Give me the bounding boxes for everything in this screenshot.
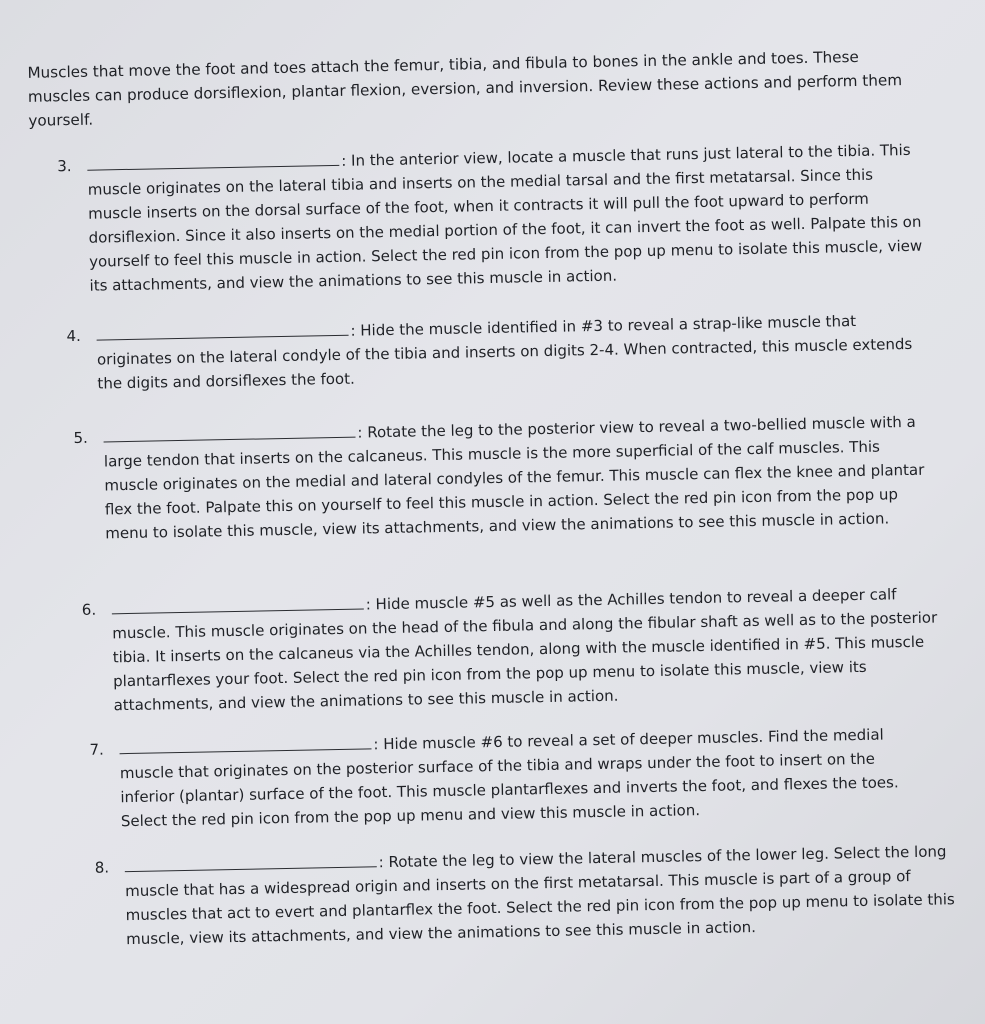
question-4	[66, 308, 915, 396]
question-text: : Rotate the leg to view the lateral muscles of the lower leg. Select the long muscle that has a widespread origin and inserts on the first metatarsal. This muscle is part of a group of muscles that act to evert and plantarflex the foot. Select the red pin icon from the pop up menu to isolate this muscle, view its attachments, and view the animations to see this muscle in action.	[125, 842, 955, 949]
question-3	[57, 138, 926, 298]
intro-paragraph: Muscles that move the foot and toes attach the femur, tibia, and fibula to bones in the ankle and toes. These muscles can produce dorsiflexion, plantar flexion, eversion, and inversion. Review these actions and perform them yourself.	[27, 47, 903, 130]
question-text: : Hide the muscle identified in #3 to reveal a strap-like muscle that originates on the lateral condyle of the tibia and inserts on digits 2-4. When contracted, this muscle extends the digits and dorsiflexes the foot.	[96, 311, 913, 393]
question-text: : Hide muscle #6 to reveal a set of deeper muscles. Find the medial muscle that originates on the posterior surface of the tibia and wraps under the foot to insert on the inferior (plantar) surface of the foot. This muscle plantarflexes and inverts the foot, and flexes the toes. Select the red pin icon from the pop up menu and view this muscle in action.	[119, 725, 899, 831]
question-7	[89, 722, 931, 834]
answer-blank-6[interactable]	[112, 592, 364, 614]
question-number: 8.	[94, 858, 110, 877]
answer-blank-5[interactable]	[103, 421, 355, 443]
question-number: 7.	[89, 740, 104, 759]
question-number: 4.	[66, 326, 82, 346]
answer-blank-4[interactable]	[96, 319, 348, 341]
question-number: 5.	[73, 428, 88, 448]
question-text: : In the anterior view, locate a muscle that runs just lateral to the tibia. This muscle originates on the lateral tibia and inserts on the medial tarsal and the first metatarsal. Since this muscle inserts on the dorsal surface of the foot, when it contracts it will pull the foot upward to perform dorsiflexion. Since it also inserts on the medial portion of the foot, it can invert the foot as well. Palpate this on yourself to feel this muscle in action. Select the red pin icon from the pop up menu to isolate this muscle, view its attachments, and view the animations to see this muscle in action.	[87, 140, 923, 295]
question-8	[94, 839, 957, 951]
question-number: 6.	[81, 600, 97, 619]
question-text: : Hide muscle #5 as well as the Achilles tendon to reveal a deeper calf muscle. This muscle originates on the head of the fibula and along the fibular shaft as well as to the posterior tibia. It inserts on the calcaneus via the Achilles tendon, along with the muscle identified in #5. This muscle plantarflexes your foot. Select the red pin icon from the pop up menu to isolate this muscle, view its attachments, and view the animations to see this muscle in action.	[112, 585, 938, 715]
question-number: 3.	[57, 157, 72, 176]
question-6	[81, 581, 944, 717]
answer-blank-8[interactable]	[125, 850, 377, 872]
answer-blank-3[interactable]	[87, 149, 339, 171]
question-text: : Rotate the leg to the posterior view to reveal a two-bellied muscle with a large tendon that inserts on the calcaneus. This muscle is the more superficial of the calf muscles. This muscle originates on the medial and lateral condyles of the femur. This muscle can flex the knee and plantar flex the foot. Palpate this on yourself to feel this muscle in action. Select the red pin icon from the pop up menu to isolate this muscle, view its attachments, and view the animations to see this muscle in action.	[103, 412, 925, 543]
answer-blank-7[interactable]	[119, 732, 371, 754]
question-5	[73, 410, 935, 546]
